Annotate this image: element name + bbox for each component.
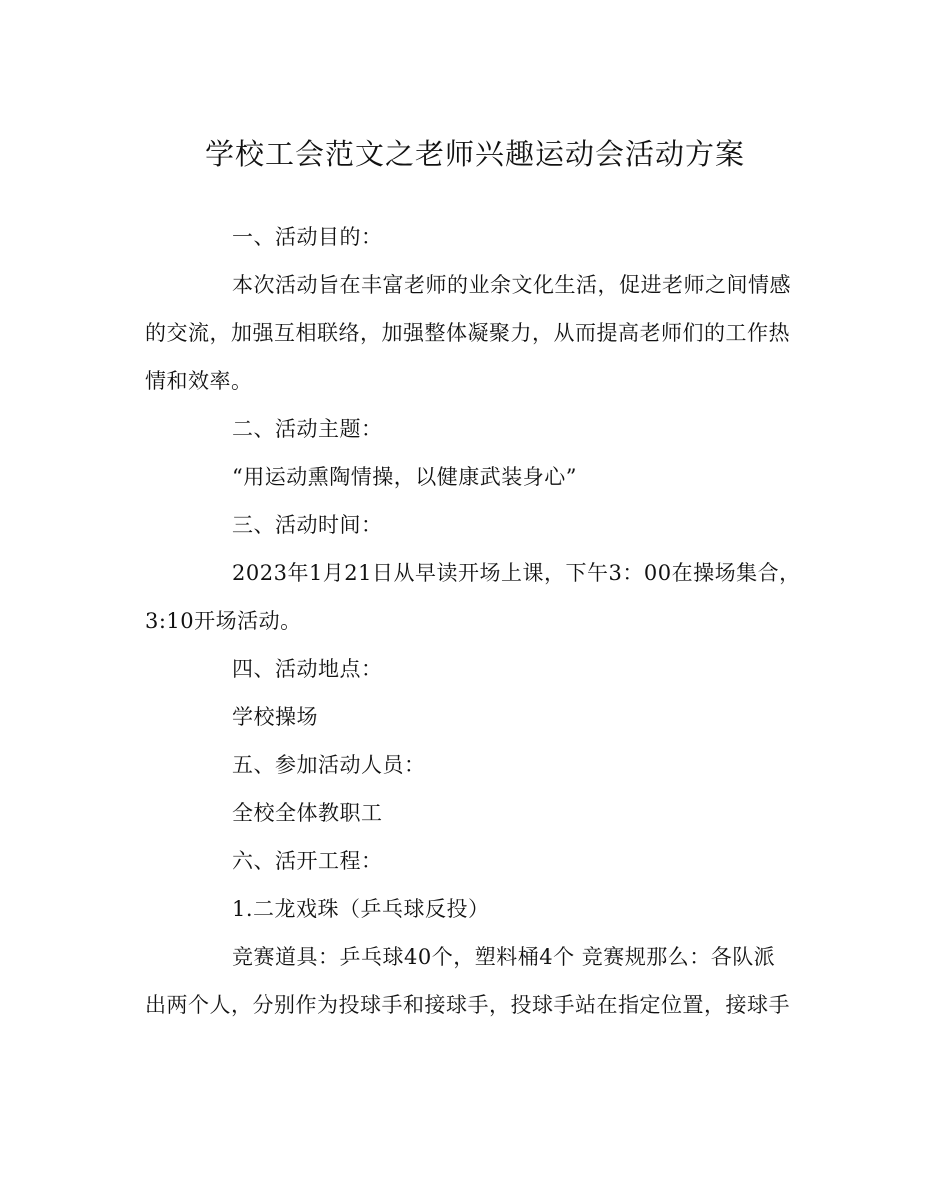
paragraph-line: 2023年1月21日从早读开场上课，下午3：00在操场集合， bbox=[232, 561, 801, 585]
paragraph-line: 全校全体教职工 bbox=[232, 801, 383, 825]
paragraph-line: 的交流，加强互相联络，加强整体凝聚力，从而提高老师们的工作热 bbox=[145, 321, 790, 345]
section-heading-purpose: 一、活动目的： bbox=[232, 225, 383, 249]
section-heading-theme: 二、活动主题： bbox=[232, 417, 383, 441]
paragraph-line: 学校操场 bbox=[232, 705, 318, 729]
section-heading-location: 四、活动地点： bbox=[232, 657, 383, 681]
section-heading-events: 六、活开工程： bbox=[232, 849, 383, 873]
paragraph-line: 竞赛道具：乒乓球40个，塑料桶4个 竞赛规那么：各队派 bbox=[232, 945, 776, 969]
section-heading-time: 三、活动时间： bbox=[232, 513, 383, 537]
paragraph-line: 本次活动旨在丰富老师的业余文化生活，促进老师之间情感 bbox=[232, 273, 791, 297]
paragraph-line: “用运动熏陶情操，以健康武装身心” bbox=[232, 465, 577, 489]
paragraph-line: 情和效率。 bbox=[145, 369, 253, 393]
document-title: 学校工会范文之老师兴趣运动会活动方案 bbox=[204, 137, 745, 171]
section-heading-participants: 五、参加活动人员： bbox=[232, 753, 426, 777]
paragraph-line: 出两个人，分别作为投球手和接球手，投球手站在指定位置，接球手 bbox=[145, 993, 790, 1017]
event-item-heading: 1.二龙戏珠（乒乓球反投） bbox=[232, 897, 490, 921]
paragraph-line: 3:10开场活动。 bbox=[145, 609, 302, 633]
